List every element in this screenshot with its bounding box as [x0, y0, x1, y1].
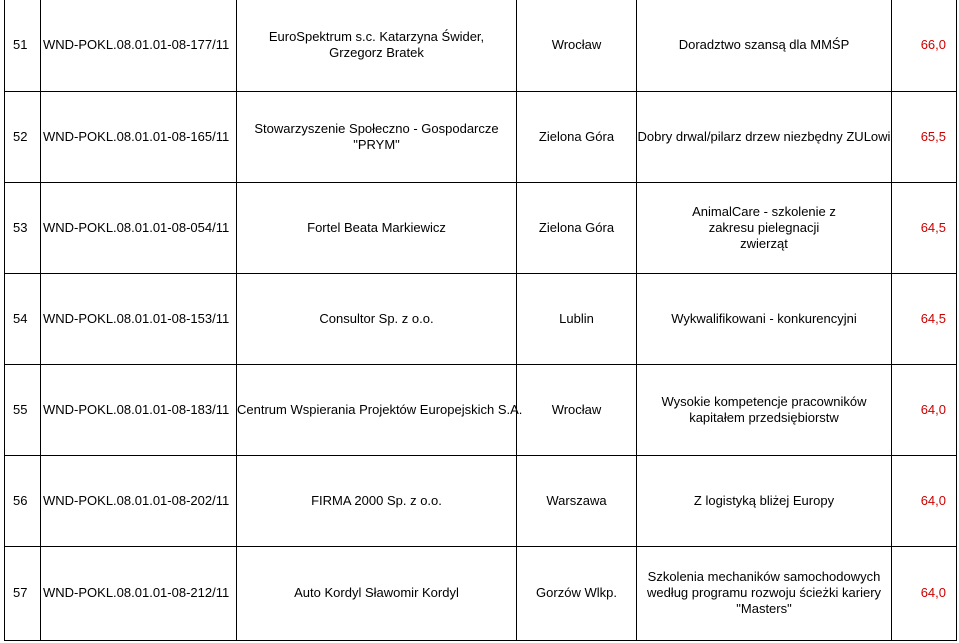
score: 64,0	[892, 546, 957, 640]
table-row	[5, 91, 957, 182]
project-title-cell	[637, 0, 892, 91]
organization-name: FIRMA 2000 Sp. z o.o.	[311, 492, 442, 508]
score: 64,5	[892, 273, 957, 364]
table-row	[5, 455, 957, 546]
project-title-cell	[637, 546, 892, 640]
application-code: WND-POKL.08.01.01-08-165/11	[41, 91, 237, 182]
score: 64,5	[892, 182, 957, 273]
organization-name: Stowarzyszenie Społeczno - Gospodarcze "PRYM"	[254, 120, 499, 152]
table-row	[5, 364, 957, 455]
score: 66,0	[892, 0, 957, 91]
organization-cell	[237, 364, 523, 455]
city: Wrocław	[517, 364, 637, 455]
score: 64,0	[892, 364, 957, 455]
application-code: WND-POKL.08.01.01-08-202/11	[41, 455, 237, 546]
application-code: WND-POKL.08.01.01-08-183/11	[41, 364, 237, 455]
project-title: Z logistyką bliżej Europy	[693, 492, 835, 508]
organization-cell	[237, 546, 517, 640]
row-number: 55	[5, 364, 41, 455]
project-title: Wysokie kompetencje pracowników kapitałem przedsiębiorstw	[661, 393, 867, 425]
project-title: AnimalCare - szkolenie z zakresu pielegnacji zwierząt	[692, 203, 836, 251]
row-number: 56	[5, 455, 41, 546]
table-row	[5, 273, 957, 364]
application-code: WND-POKL.08.01.01-08-212/11	[41, 546, 237, 640]
city: Lublin	[517, 273, 637, 364]
ranking-table	[4, 0, 957, 641]
score: 65,5	[892, 91, 957, 182]
organization-cell	[237, 455, 517, 546]
project-title: Wykwalifikowani - konkurencyjni	[671, 310, 857, 326]
organization-cell	[237, 91, 517, 182]
city: Wrocław	[517, 0, 637, 91]
row-number: 53	[5, 182, 41, 273]
score: 64,0	[892, 455, 957, 546]
row-number: 52	[5, 91, 41, 182]
row-number: 54	[5, 273, 41, 364]
project-title-cell	[637, 273, 892, 364]
row-number: 57	[5, 546, 41, 640]
organization-name: EuroSpektrum s.c. Katarzyna Świder, Grzegorz Bratek	[268, 29, 485, 61]
project-title: Szkolenia mechaników samochodowych według programu rozwoju ścieżki kariery "Masters"	[646, 569, 882, 616]
project-title-cell	[637, 455, 892, 546]
city: Gorzów Wlkp.	[517, 546, 637, 640]
table-row	[5, 0, 957, 91]
organization-name: Consultor Sp. z o.o.	[319, 310, 434, 326]
project-title-cell	[637, 182, 892, 273]
organization-cell	[237, 273, 517, 364]
application-code: WND-POKL.08.01.01-08-177/11	[41, 0, 237, 91]
organization-cell	[237, 0, 517, 91]
table-row	[5, 182, 957, 273]
organization-name: Auto Kordyl Sławomir Kordyl	[294, 585, 459, 600]
application-code: WND-POKL.08.01.01-08-054/11	[41, 182, 237, 273]
city: Zielona Góra	[517, 182, 637, 273]
organization-cell	[237, 182, 517, 273]
organization-name: Centrum Wspierania Projektów Europejskich S.A.	[237, 401, 523, 417]
organization-name: Fortel Beata Markiewicz	[307, 219, 446, 235]
city: Warszawa	[517, 455, 637, 546]
table-row	[5, 546, 957, 640]
row-number: 51	[5, 0, 41, 91]
project-title-cell	[637, 364, 892, 455]
project-title: Doradztwo szansą dla MMŚP	[678, 37, 850, 53]
application-code: WND-POKL.08.01.01-08-153/11	[41, 273, 237, 364]
project-title: Dobry drwal/pilarz drzew niezbędny ZULowi	[637, 128, 891, 144]
city: Zielona Góra	[517, 91, 637, 182]
project-title-cell	[637, 91, 892, 182]
